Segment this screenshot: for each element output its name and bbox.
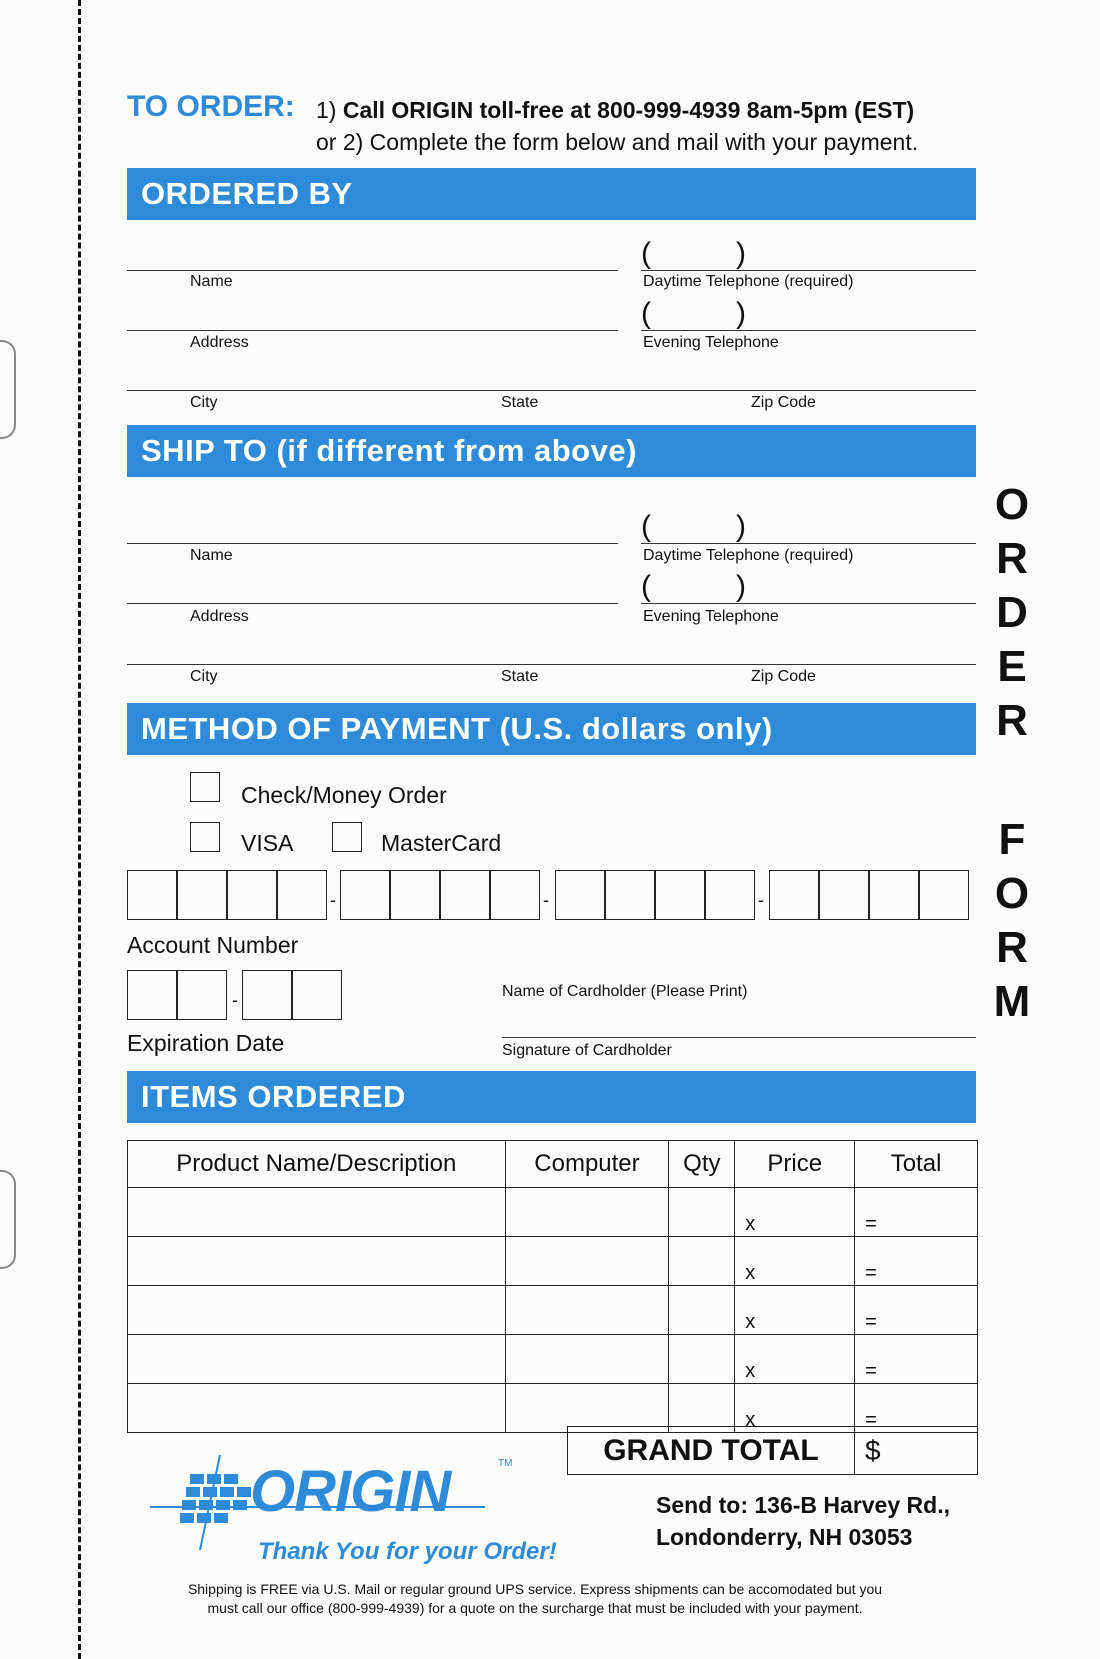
ship-state-label: State: [501, 668, 539, 685]
check-money-order-label: Check/Money Order: [241, 782, 447, 808]
ship-city-label: City: [190, 668, 218, 685]
computer-cell[interactable]: [505, 1237, 669, 1286]
account-number-cell[interactable]: [340, 870, 390, 920]
send-to-line2: Londonderry, NH 03053: [656, 1524, 913, 1550]
grand-total-box: [567, 1426, 978, 1475]
ship-city-state-zip-field[interactable]: [127, 664, 976, 665]
origin-logo-text: ORIGIN: [250, 1459, 451, 1524]
evening-phone-label: Evening Telephone: [643, 334, 779, 351]
account-number-cell[interactable]: [227, 870, 277, 920]
expiration-date-label: Expiration Date: [127, 1030, 285, 1056]
vertical-letter: E: [997, 642, 1027, 691]
column-qty: Qty: [669, 1141, 735, 1188]
computer-cell[interactable]: [505, 1335, 669, 1384]
total-cell[interactable]: =: [855, 1237, 978, 1286]
mastercard-label: MasterCard: [381, 830, 502, 856]
ordered-by-header: ORDERED BY: [127, 168, 976, 220]
payment-header: METHOD OF PAYMENT (U.S. dollars only): [127, 703, 976, 755]
paren-open: (: [641, 297, 651, 330]
account-number-cell[interactable]: [555, 870, 605, 920]
to-order-line1: 1) Call ORIGIN toll-free at 800-999-4939 8am-5pm (EST): [316, 97, 915, 123]
evening-phone-field[interactable]: [641, 330, 976, 331]
ship-name-field[interactable]: [127, 543, 618, 544]
item-row: [128, 1335, 978, 1384]
thank-you-text: Thank You for your Order!: [258, 1538, 557, 1565]
to-order-line2: or 2) Complete the form below and mail with your payment.: [316, 129, 919, 155]
zip-label: Zip Code: [751, 394, 816, 411]
column-price: Price: [735, 1141, 855, 1188]
city-state-zip-field[interactable]: [127, 390, 976, 391]
total-cell[interactable]: =: [855, 1335, 978, 1384]
product-cell[interactable]: [128, 1335, 506, 1384]
account-number-cell[interactable]: [277, 870, 327, 920]
account-number-cell[interactable]: [440, 870, 490, 920]
account-number-cell[interactable]: [390, 870, 440, 920]
account-number-dash: -: [330, 890, 336, 910]
visa-label: VISA: [241, 830, 294, 856]
items-header-row: [128, 1141, 978, 1188]
address-label: Address: [190, 334, 249, 351]
ship-to-header: SHIP TO (if different from above): [127, 425, 976, 477]
cardholder-name-field[interactable]: [502, 1037, 976, 1038]
expiration-cell[interactable]: [292, 970, 342, 1020]
price-cell[interactable]: x: [735, 1188, 855, 1237]
total-cell[interactable]: =: [855, 1188, 978, 1237]
column-product: Product Name/Description: [128, 1141, 506, 1188]
shipping-note-line2: must call our office (800-999-4939) for a quote on the surcharge that must be included with your payment.: [207, 1600, 863, 1616]
ship-evening-phone-field[interactable]: [641, 603, 976, 604]
vertical-letter: R: [996, 534, 1028, 583]
visa-checkbox[interactable]: [190, 822, 220, 852]
expiration-cell[interactable]: [242, 970, 292, 1020]
account-number-cell[interactable]: [177, 870, 227, 920]
state-label: State: [501, 394, 539, 411]
vertical-letter: M: [993, 977, 1031, 1026]
send-to-line1: Send to: 136-B Harvey Rd.,: [656, 1492, 950, 1518]
column-computer: Computer: [505, 1141, 669, 1188]
qty-cell[interactable]: [669, 1286, 735, 1335]
vertical-letter: R: [996, 696, 1028, 745]
expiration-dash: -: [232, 990, 238, 1010]
signature-label: Signature of Cardholder: [502, 1042, 672, 1059]
column-total: Total: [855, 1141, 978, 1188]
trademark: TM: [498, 1458, 513, 1469]
address-field[interactable]: [127, 330, 618, 331]
ship-address-label: Address: [190, 608, 249, 625]
vertical-letter: O: [994, 869, 1030, 918]
binder-clip: [0, 1170, 16, 1269]
account-number-cell[interactable]: [919, 870, 969, 920]
account-number-cell[interactable]: [705, 870, 755, 920]
paren-close: ): [736, 297, 746, 330]
account-number-cell[interactable]: [819, 870, 869, 920]
ship-daytime-phone-field[interactable]: [641, 543, 976, 544]
product-cell[interactable]: [128, 1237, 506, 1286]
expiration-cell[interactable]: [177, 970, 227, 1020]
qty-cell[interactable]: [669, 1188, 735, 1237]
name-field[interactable]: [127, 270, 618, 271]
ship-evening-phone-label: Evening Telephone: [643, 608, 779, 625]
account-number-cell[interactable]: [869, 870, 919, 920]
ship-name-label: Name: [190, 547, 233, 564]
shipping-note: [100, 1580, 970, 1618]
items-ordered-header: ITEMS ORDERED: [127, 1071, 976, 1123]
product-cell[interactable]: [128, 1384, 506, 1433]
account-number-cell[interactable]: [655, 870, 705, 920]
grand-total-label: GRAND TOTAL: [568, 1427, 855, 1474]
account-number-cell[interactable]: [769, 870, 819, 920]
shipping-note-line1: Shipping is FREE via U.S. Mail or regular ground UPS service. Express shipments can be accomodated but you: [187, 1581, 883, 1597]
binder-clip: [0, 340, 16, 439]
cardholder-name-label: Name of Cardholder (Please Print): [502, 983, 748, 1000]
computer-cell[interactable]: [505, 1188, 669, 1237]
paren-close: ): [736, 570, 746, 603]
account-number-cell[interactable]: [490, 870, 540, 920]
ship-daytime-phone-label: Daytime Telephone (required): [643, 547, 854, 564]
daytime-phone-label: Daytime Telephone (required): [643, 273, 854, 290]
price-cell[interactable]: x: [735, 1335, 855, 1384]
total-cell[interactable]: =: [855, 1286, 978, 1335]
city-label: City: [190, 394, 218, 411]
account-number-dash: -: [543, 890, 549, 910]
check-money-order-checkbox[interactable]: [190, 772, 220, 802]
vertical-letter: O: [994, 480, 1030, 529]
price-cell[interactable]: x: [735, 1384, 855, 1433]
paren-open: (: [641, 510, 651, 543]
ship-address-field[interactable]: [127, 603, 618, 604]
paren-open: (: [641, 570, 651, 603]
item-row: [128, 1188, 978, 1237]
cut-line: [78, 0, 81, 1659]
price-cell[interactable]: x: [735, 1237, 855, 1286]
total-cell[interactable]: =: [855, 1384, 978, 1433]
daytime-phone-field[interactable]: [641, 270, 976, 271]
account-number-dash: -: [758, 890, 764, 910]
qty-cell[interactable]: [669, 1335, 735, 1384]
to-order-label: TO ORDER:: [127, 90, 295, 123]
computer-cell[interactable]: [505, 1286, 669, 1335]
name-label: Name: [190, 273, 233, 290]
vertical-letter: F: [998, 815, 1026, 864]
paren-close: ): [736, 237, 746, 270]
ship-zip-label: Zip Code: [751, 668, 816, 685]
price-cell[interactable]: x: [735, 1286, 855, 1335]
product-cell[interactable]: [128, 1188, 506, 1237]
items-table: [127, 1140, 978, 1433]
vertical-letter: D: [996, 588, 1028, 637]
vertical-letter: R: [996, 923, 1028, 972]
paren-close: ): [736, 510, 746, 543]
product-cell[interactable]: [128, 1286, 506, 1335]
qty-cell[interactable]: [669, 1237, 735, 1286]
origin-logo: [150, 1450, 513, 1550]
expiration-cell[interactable]: [127, 970, 177, 1020]
paren-open: (: [641, 237, 651, 270]
grand-total-currency[interactable]: $: [865, 1435, 881, 1466]
mastercard-checkbox[interactable]: [332, 822, 362, 852]
account-number-cell[interactable]: [605, 870, 655, 920]
account-number-label: Account Number: [127, 932, 299, 958]
item-row: [128, 1237, 978, 1286]
account-number-cell[interactable]: [127, 870, 177, 920]
item-row: [128, 1286, 978, 1335]
